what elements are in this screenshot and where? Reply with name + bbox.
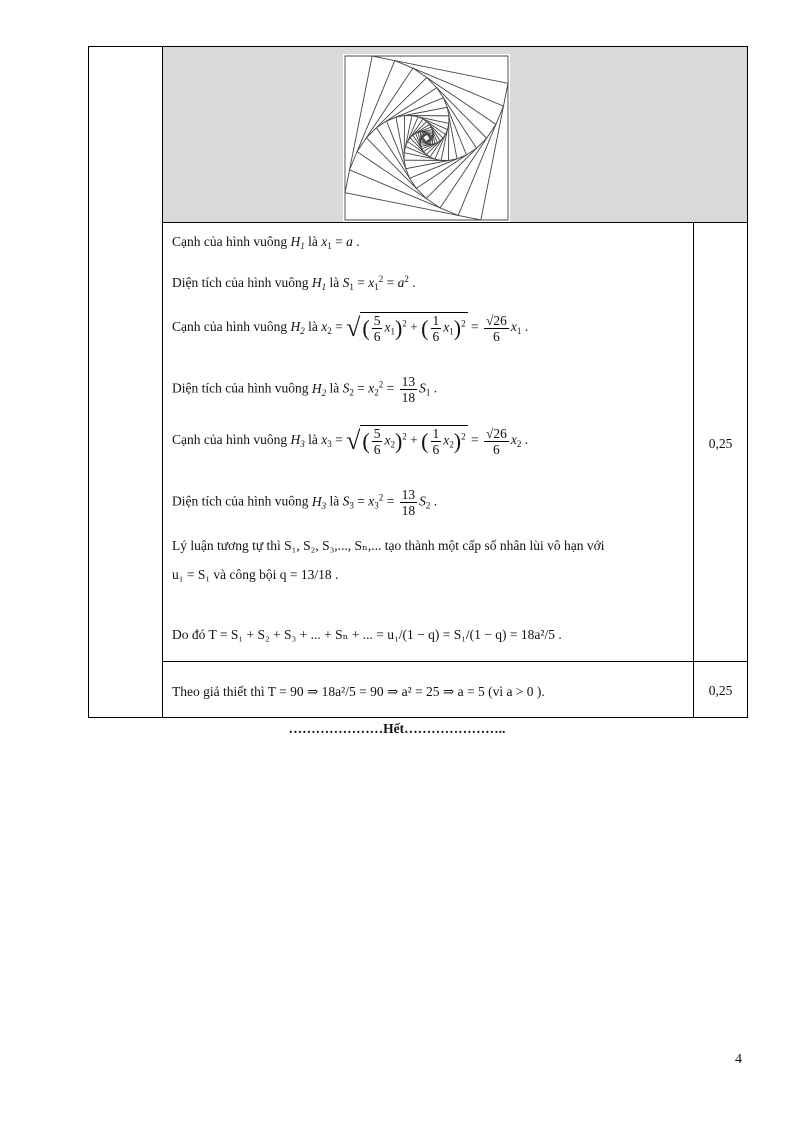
line-4: Diện tích của hình vuông $H_2$ là $S_2 = x_2^2$ = $\frac{13}{18}$ $S_1$ .: [172, 374, 438, 405]
line-9: Do đó T = S₁ + S₂ + S₃ + ... + Sₙ + ... = u₁/(1 − q) = S₁/(1 − q) = 18a²/5 .: [172, 627, 562, 642]
line-1: Cạnh của hình vuông $H_1$ là $x_1 = a$ .: [172, 234, 360, 251]
page-number: 4: [735, 1052, 742, 1067]
nested-square: [350, 61, 504, 216]
score-1: 0,25: [708, 436, 733, 451]
nested-square: [386, 98, 466, 179]
nested-square: [405, 117, 447, 159]
nested-square: [345, 56, 508, 220]
score-2: 0,25: [708, 683, 733, 698]
spiral-squares-figure: [343, 54, 510, 222]
nested-square: [396, 107, 457, 168]
line-10: Theo giả thiết thì T = 90 ⇒ 18a²/5 = 90 ⇒ a² = 25 ⇒ a = 5 (vì a > 0 ).: [172, 684, 545, 699]
line-2: Diện tích của hình vuông $H_1$ là $S_1 = x_1^2 = a^2$ .: [172, 274, 416, 292]
nested-square: [345, 56, 508, 220]
nested-square: [376, 88, 476, 189]
nested-square: [366, 78, 486, 199]
line-5: Cạnh của hình vuông $H_3$ là $x_3$ = √( $\frac{5}{6}$ $x_2)^2$ + ( $\frac{1}{6}$ $x_2)^2$ = $\frac{√26}{6}$ $x_2$ .: [172, 425, 529, 457]
nested-square: [408, 119, 446, 157]
end-marker: …………………Hết…………………..: [288, 721, 506, 736]
line-8: u₁ = S₁ và công bội q = 13/18 .: [172, 567, 339, 582]
line-7: Lý luận tương tự thì S₁, S₂, S₃,..., Sₙ,... tạo thành một cấp số nhân lùi vô hạn với: [172, 538, 605, 553]
nested-square: [357, 68, 496, 208]
line-3: Cạnh của hình vuông $H_2$ là $x_2$ = √( $\frac{5}{6}$ $x_1)^2$ + ( $\frac{1}{6}$ $x_1)^2$ = $\frac{√26}{6}$ $x_1$ .: [172, 312, 529, 344]
line-6: Diện tích của hình vuông $H_3$ là $S_3 = x_3^2$ = $\frac{13}{18}$ $S_2$ .: [172, 487, 438, 518]
